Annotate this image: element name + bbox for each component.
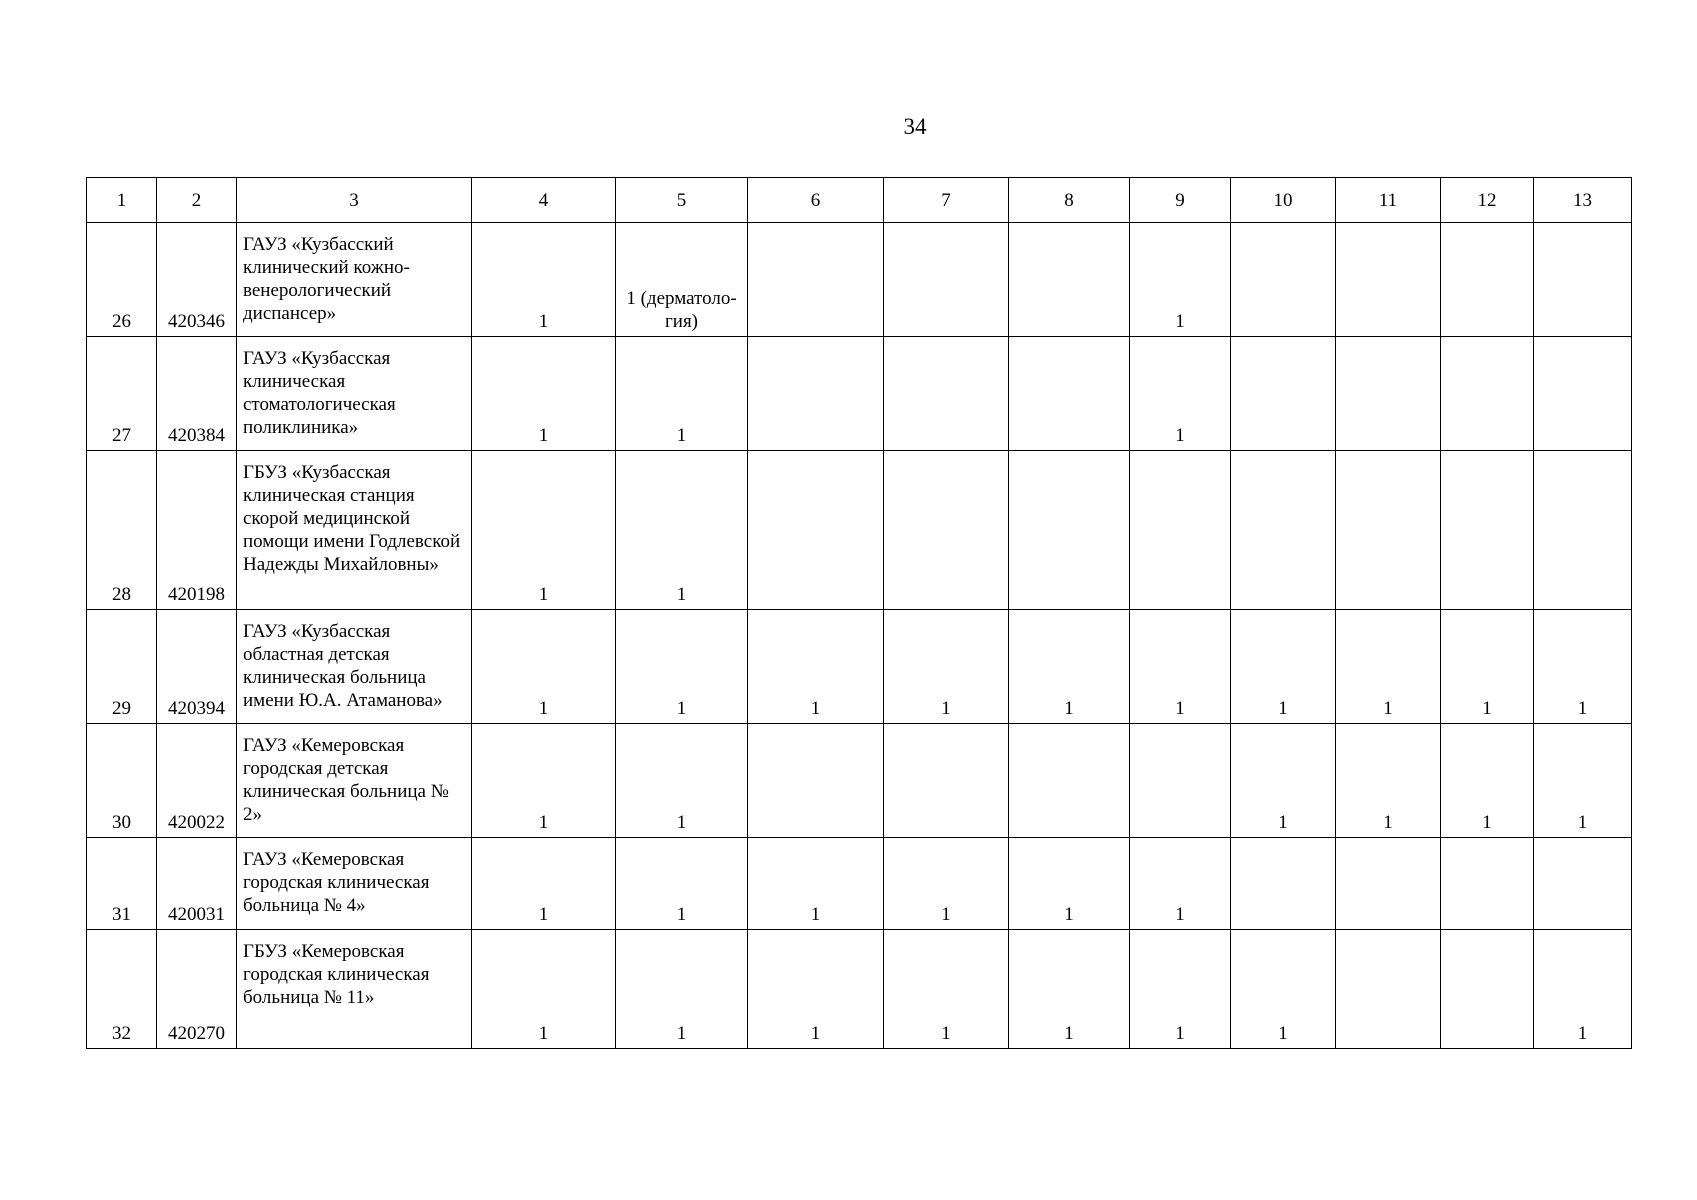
value-cell: 1 <box>1130 223 1231 337</box>
value-cell: 1 <box>1231 724 1336 838</box>
value-cell: 1 <box>472 337 616 451</box>
value-cell <box>1231 838 1336 930</box>
row-number-cell: 28 <box>87 451 157 610</box>
value-cell <box>1441 451 1534 610</box>
organization-name-cell: ГБУЗ «Кузбасская клиническая станция скорой медицинской помощи имени Годлевской Надежды Михайловны» <box>237 451 472 610</box>
value-cell: 1 <box>884 838 1009 930</box>
value-cell <box>1009 724 1130 838</box>
facility-code-cell: 420394 <box>157 610 237 724</box>
value-cell: 1 <box>472 724 616 838</box>
organization-name-cell: ГАУЗ «Кемеровская городская клиническая больница № 4» <box>237 838 472 930</box>
value-cell: 1 <box>616 610 748 724</box>
value-cell: 1 <box>1130 930 1231 1049</box>
value-cell <box>1336 451 1441 610</box>
column-header: 4 <box>472 178 616 223</box>
row-number-cell: 32 <box>87 930 157 1049</box>
column-header: 8 <box>1009 178 1130 223</box>
value-cell <box>748 337 884 451</box>
value-cell: 1 <box>1231 610 1336 724</box>
value-cell: 1 <box>616 724 748 838</box>
value-cell: 1 <box>1441 610 1534 724</box>
value-cell <box>1130 724 1231 838</box>
table-row <box>87 610 1632 724</box>
value-cell <box>1130 451 1231 610</box>
column-header: 2 <box>157 178 237 223</box>
value-cell <box>1441 223 1534 337</box>
facility-code-cell: 420270 <box>157 930 237 1049</box>
value-cell: 1 <box>1441 724 1534 838</box>
value-cell <box>1534 223 1632 337</box>
value-cell: 1 <box>1231 930 1336 1049</box>
column-header: 11 <box>1336 178 1441 223</box>
organization-name-cell: ГАУЗ «Кемеровская городская детская клиническая больница № 2» <box>237 724 472 838</box>
value-cell: 1 <box>1130 610 1231 724</box>
value-cell: 1 <box>616 930 748 1049</box>
facility-code-cell: 420346 <box>157 223 237 337</box>
value-cell <box>1231 223 1336 337</box>
value-cell <box>1231 337 1336 451</box>
column-header: 1 <box>87 178 157 223</box>
value-cell: 1 <box>472 610 616 724</box>
value-cell: 1 <box>1336 724 1441 838</box>
value-cell <box>1534 838 1632 930</box>
value-cell: 1 <box>1009 610 1130 724</box>
organization-name-cell: ГБУЗ «Кемеровская городская клиническая больница № 11» <box>237 930 472 1049</box>
value-cell: 1 <box>1130 838 1231 930</box>
table-header-row <box>87 178 1632 223</box>
value-cell: 1 <box>472 930 616 1049</box>
column-header: 9 <box>1130 178 1231 223</box>
facility-code-cell: 420031 <box>157 838 237 930</box>
table-row <box>87 724 1632 838</box>
value-cell <box>884 337 1009 451</box>
table-row <box>87 337 1632 451</box>
table-row <box>87 223 1632 337</box>
value-cell <box>884 223 1009 337</box>
value-cell: 1 <box>616 337 748 451</box>
value-cell <box>1336 337 1441 451</box>
row-number-cell: 27 <box>87 337 157 451</box>
row-number-cell: 29 <box>87 610 157 724</box>
value-cell <box>748 223 884 337</box>
value-cell <box>748 724 884 838</box>
value-cell: 1 <box>1130 337 1231 451</box>
row-number-cell: 26 <box>87 223 157 337</box>
value-cell <box>884 724 1009 838</box>
value-cell <box>1441 838 1534 930</box>
column-header: 5 <box>616 178 748 223</box>
value-cell <box>1009 451 1130 610</box>
facilities-table <box>86 177 1632 1049</box>
value-cell: 1 <box>1534 610 1632 724</box>
value-cell: 1 <box>616 451 748 610</box>
table-row <box>87 451 1632 610</box>
value-cell: 1 <box>884 930 1009 1049</box>
facility-code-cell: 420022 <box>157 724 237 838</box>
column-header: 13 <box>1534 178 1632 223</box>
value-cell <box>1009 337 1130 451</box>
facility-code-cell: 420384 <box>157 337 237 451</box>
value-cell <box>1534 451 1632 610</box>
value-cell: 1 <box>884 610 1009 724</box>
table-row <box>87 838 1632 930</box>
value-cell: 1 (дерматоло-гия) <box>616 223 748 337</box>
value-cell <box>1534 337 1632 451</box>
value-cell <box>884 451 1009 610</box>
value-cell: 1 <box>1534 930 1632 1049</box>
value-cell: 1 <box>472 451 616 610</box>
table-row <box>87 930 1632 1049</box>
column-header: 12 <box>1441 178 1534 223</box>
value-cell: 1 <box>748 610 884 724</box>
column-header: 3 <box>237 178 472 223</box>
value-cell <box>1336 838 1441 930</box>
value-cell: 1 <box>1009 838 1130 930</box>
value-cell <box>1009 223 1130 337</box>
row-number-cell: 30 <box>87 724 157 838</box>
value-cell <box>1336 223 1441 337</box>
column-header: 6 <box>748 178 884 223</box>
value-cell: 1 <box>748 838 884 930</box>
organization-name-cell: ГАУЗ «Кузбасская клиническая стоматологическая поликлиника» <box>237 337 472 451</box>
value-cell <box>748 451 884 610</box>
value-cell <box>1441 930 1534 1049</box>
organization-name-cell: ГАУЗ «Кузбасский клинический кожно-венерологический диспансер» <box>237 223 472 337</box>
value-cell: 1 <box>1009 930 1130 1049</box>
value-cell: 1 <box>472 838 616 930</box>
value-cell <box>1336 930 1441 1049</box>
value-cell: 1 <box>1534 724 1632 838</box>
value-cell <box>1441 337 1534 451</box>
organization-name-cell: ГАУЗ «Кузбасская областная детская клиническая больница имени Ю.А. Атаманова» <box>237 610 472 724</box>
value-cell: 1 <box>748 930 884 1049</box>
value-cell: 1 <box>1336 610 1441 724</box>
page-number: 34 <box>903 114 927 139</box>
value-cell <box>1231 451 1336 610</box>
value-cell: 1 <box>472 223 616 337</box>
value-cell: 1 <box>616 838 748 930</box>
table-body <box>87 178 1632 1049</box>
column-header: 10 <box>1231 178 1336 223</box>
facility-code-cell: 420198 <box>157 451 237 610</box>
column-header: 7 <box>884 178 1009 223</box>
row-number-cell: 31 <box>87 838 157 930</box>
